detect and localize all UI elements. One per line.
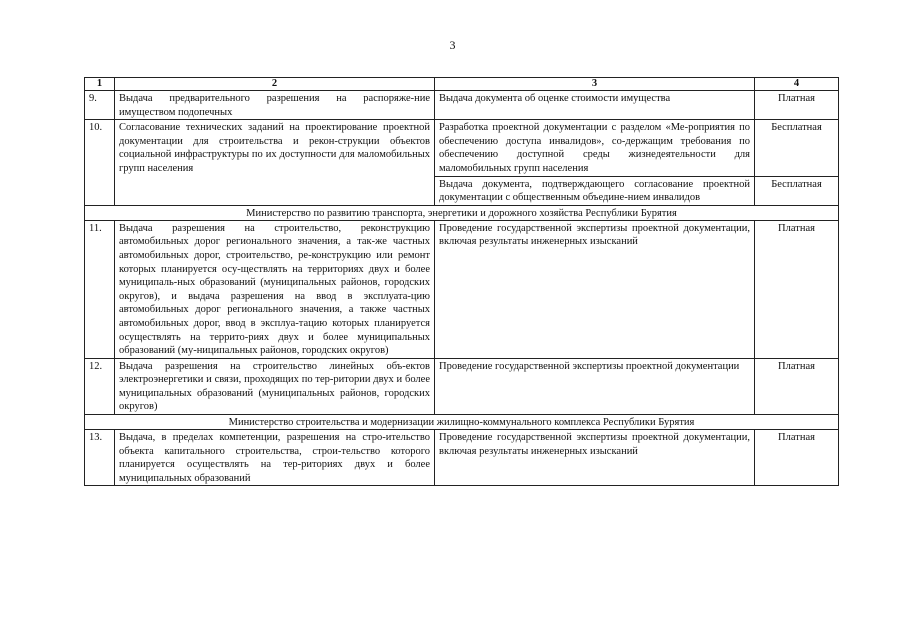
required-service: Выдача документа об оценке стоимости имущества xyxy=(435,91,755,120)
row-number: 13. xyxy=(85,430,115,486)
header-col-2: 2 xyxy=(115,78,435,91)
payment-type: Бесплатная xyxy=(755,120,839,176)
table-row xyxy=(85,358,839,414)
table-row xyxy=(85,120,839,176)
payment-type: Платная xyxy=(755,220,839,358)
payment-type: Бесплатная xyxy=(755,176,839,205)
header-col-1: 1 xyxy=(85,78,115,91)
page-number: 3 xyxy=(449,38,456,52)
service-name: Согласование технических заданий на проектирование проектной документации для строительства и рекон-струкции объектов социальной инфраструктуры по их доступности для маломобильных групп населения xyxy=(115,120,435,206)
row-number: 12. xyxy=(85,358,115,414)
service-name: Выдача, в пределах компетенции, разрешения на стро-ительство объекта капитального строительства, строи-тельство которого планируется осуществлять на тер-риториях двух и более муниципальных образований xyxy=(115,430,435,486)
service-name: Выдача разрешения на строительство линейных объ-ектов электроэнергетики и связи, проходящих по тер-ритории двух и более муниципальных образований (муниципальных районов, городских округов) xyxy=(115,358,435,414)
table-row xyxy=(85,220,839,358)
section-row xyxy=(85,205,839,220)
service-name: Выдача предварительного разрешения на распоряже-ние имуществом подопечных xyxy=(115,91,435,120)
table-row xyxy=(85,430,839,486)
section-heading-transport: Министерство по развитию транспорта, энергетики и дорожного хозяйства Республики Бурятия xyxy=(85,205,839,220)
row-number: 10. xyxy=(85,120,115,206)
header-row xyxy=(85,78,839,91)
required-service: Разработка проектной документации с разделом «Ме-роприятия по обеспечению доступа инвалидов», со-держащим требования по обеспечению доступной среды жизнедеятельности для маломобильных групп населения xyxy=(435,120,755,176)
required-service: Проведение государственной экспертизы проектной документации, включая результаты инженерных изысканий xyxy=(435,430,755,486)
payment-type: Платная xyxy=(755,430,839,486)
header-col-3: 3 xyxy=(435,78,755,91)
table-row xyxy=(85,91,839,120)
service-name: Выдача разрешения на строительство, реконструкцию автомобильных дорог регионального значения, а так-же частных автомобильных дорог, строительство, ре-конструкцию или ремонт которых планируется осу-ществлять на территориях двух и более муниципаль-ных образований (муниципальных районов, городских округов), и выдача разрешения на ввод в эксплуата-цию автомобильных дорог регионального значения, а также частных автомобильных дорог, ввод в эксплуа-тацию которых планируется осуществлять на террито-риях двух и более муниципальных образований (му-ниципальных районов, городских округов) xyxy=(115,220,435,358)
section-heading-housing: Министерство строительства и модернизации жилищно-коммунального комплекса Республики Бурятия xyxy=(85,415,839,430)
header-col-4: 4 xyxy=(755,78,839,91)
required-service: Проведение государственной экспертизы проектной документации xyxy=(435,358,755,414)
section-row xyxy=(85,415,839,430)
required-service: Проведение государственной экспертизы проектной документации, включая результаты инженерных изысканий xyxy=(435,220,755,358)
payment-type: Платная xyxy=(755,91,839,120)
services-table xyxy=(84,77,839,486)
row-number: 9. xyxy=(85,91,115,120)
row-number: 11. xyxy=(85,220,115,358)
payment-type: Платная xyxy=(755,358,839,414)
required-service: Выдача документа, подтверждающего согласование проектной документации с общественным объедине-нием инвалидов xyxy=(435,176,755,205)
